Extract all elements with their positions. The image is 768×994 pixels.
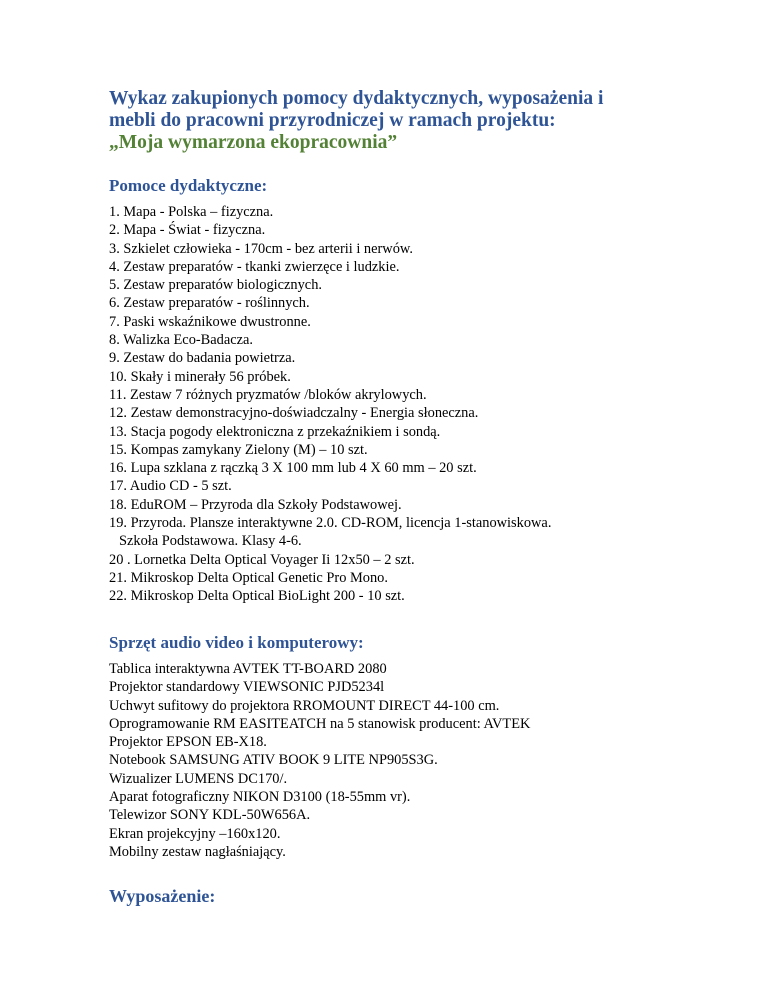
- heading-wyposazenie: Wyposażenie:: [109, 886, 216, 906]
- list-item: 5. Zestaw preparatów biologicznych.: [109, 277, 322, 294]
- title-line-2: mebli do pracowni przyrodniczej w ramach projektu:: [109, 110, 556, 131]
- list-item: Projektor standardowy VIEWSONIC PJD5234l: [109, 679, 385, 696]
- list-item: Telewizor SONY KDL-50W656A.: [109, 807, 311, 824]
- list-item: 2. Mapa - Świat - fizyczna.: [109, 222, 266, 239]
- list-item: Projektor EPSON EB-X18.: [109, 734, 267, 751]
- list-item: 15. Kompas zamykany Zielony (M) – 10 szt.: [109, 441, 368, 458]
- list-pomoce: [109, 203, 551, 606]
- list-item: Ekran projekcyjny –160x120.: [109, 825, 281, 842]
- list-item: 21. Mikroskop Delta Optical Genetic Pro Mono.: [109, 569, 388, 586]
- list-item: 18. EduROM – Przyroda dla Szkoły Podstawowej.: [109, 496, 402, 513]
- list-item: 17. Audio CD - 5 szt.: [109, 478, 232, 495]
- list-item: 20 . Lornetka Delta Optical Voyager Ii 12x50 – 2 szt.: [109, 551, 415, 568]
- title-line-1: Wykaz zakupionych pomocy dydaktycznych, wyposażenia i: [109, 88, 604, 109]
- list-item: 22. Mikroskop Delta Optical BioLight 200 - 10 szt.: [109, 588, 405, 605]
- list-item: 8. Walizka Eco-Badacza.: [109, 332, 254, 349]
- list-item: Aparat fotograficzny NIKON D3100 (18-55mm vr).: [109, 789, 411, 806]
- list-item: Notebook SAMSUNG ATIV BOOK 9 LITE NP905S3G.: [109, 752, 438, 769]
- list-item: Oprogramowanie RM EASITEATCH na 5 stanowisk producent: AVTEK: [109, 715, 531, 732]
- list-sprzet: [109, 660, 530, 861]
- list-item: 16. Lupa szklana z rączką 3 X 100 mm lub 4 X 60 mm – 20 szt.: [109, 460, 477, 477]
- list-item: Mobilny zestaw nagłaśniający.: [109, 843, 286, 860]
- list-item: Uchwyt sufitowy do projektora RROMOUNT DIRECT 44-100 cm.: [109, 697, 500, 714]
- list-item: 19. Przyroda. Plansze interaktywne 2.0. CD-ROM, licencja 1-stanowiskowa.: [109, 515, 552, 532]
- list-item: 4. Zestaw preparatów - tkanki zwierzęce i ludzkie.: [109, 258, 400, 275]
- list-item: 6. Zestaw preparatów - roślinnych.: [109, 295, 310, 312]
- heading-pomoce: Pomoce dydaktyczne:: [109, 176, 268, 195]
- document-title: [109, 88, 729, 132]
- list-item: Wizualizer LUMENS DC170/.: [109, 770, 288, 787]
- list-item: 1. Mapa - Polska – fizyczna.: [109, 204, 274, 220]
- list-item: Tablica interaktywna AVTEK TT-BOARD 2080: [109, 661, 387, 677]
- list-item: 7. Paski wskaźnikowe dwustronne.: [109, 313, 311, 330]
- list-item: 3. Szkielet człowieka - 170cm - bez arterii i nerwów.: [109, 240, 413, 257]
- list-item: 10. Skały i minerały 56 próbek.: [109, 368, 291, 385]
- list-item: 12. Zestaw demonstracyjno-doświadczalny - Energia słoneczna.: [109, 405, 479, 422]
- list-item: 13. Stacja pogody elektroniczna z przekaźnikiem i sondą.: [109, 423, 441, 440]
- project-name: „Moja wymarzona ekopracownia”: [109, 132, 398, 153]
- list-item: 9. Zestaw do badania powietrza.: [109, 350, 296, 367]
- list-item: 11. Zestaw 7 różnych pryzmatów /bloków akrylowych.: [109, 386, 427, 403]
- list-item-continuation: Szkoła Podstawowa. Klasy 4-6.: [119, 533, 302, 550]
- heading-sprzet: Sprzęt audio video i komputerowy:: [109, 633, 364, 652]
